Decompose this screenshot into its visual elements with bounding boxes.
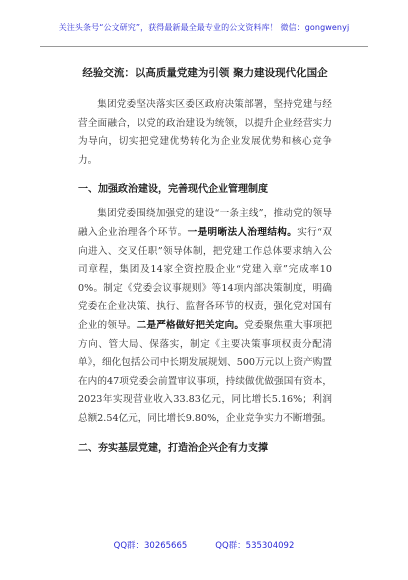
intro-paragraph: 集团党委坚决落实区委区政府决策部署，坚持党建与经营全面融合，以党的政治建设为统领，以提升企业经营实力为导向，切实把党建优势转化为企业发展优势和核心竞争力。 [78,99,332,166]
section-1-middle-text: 实行“双向进入、交叉任职”领导体制，把党建工作总体要求纳入公司章程，集团及14家全资控股企业“党建入章”完成率100%。制定《党委会议事规则》等14项内部决策制度，明确党委在企业决策、执行、监督各环节的权责，强化党对国有企业的领导。 [78,226,333,331]
document-title: 经验交流：以高质量党建为引领 聚力建设现代化国企 [82,67,328,79]
header-banner: 关注头条号“公文研究”，获得最新最全最专业的公文资料库！ 微信：gongwenyj [58,23,350,32]
footer-contacts [0,539,408,551]
section-2-heading: 二、夯实基层党建，打造治企兴企有力支撑 [78,442,268,454]
section-1-lead-text: 集团党委围绕加强党的建设“一条主线”，推动党的领导融入企业治理各个环节。 [78,208,332,238]
section-1-point-1: 一是明晰法人治理结构。 [187,226,298,238]
header-divider [40,46,368,47]
section-1-heading: 一、加强政治建设，完善现代企业管理制度 [78,184,268,196]
section-1-point-2: 二是严格做好把关定向。 [136,319,245,331]
document-body [78,64,332,464]
section-1-tail-text: 党委聚焦重大事项把方向、管大局、保落实，制定《主要决策事项权责分配清单》，细化包括公司中长期发展规划、500万元以上资产购置在内的47项党委会前置审议事项，持续做优做强国有资本，2023年实现营业收入33.83亿元，同比增长5.16%；利润总额2.54亿元，同比增长9.80%，企业竞争实力不断增强。 [78,319,333,424]
footer-qq-group-1: QQ群：30265665 [113,541,188,551]
footer-qq-group-2: QQ群：535304092 [215,541,295,551]
section-1-paragraph [78,205,332,428]
